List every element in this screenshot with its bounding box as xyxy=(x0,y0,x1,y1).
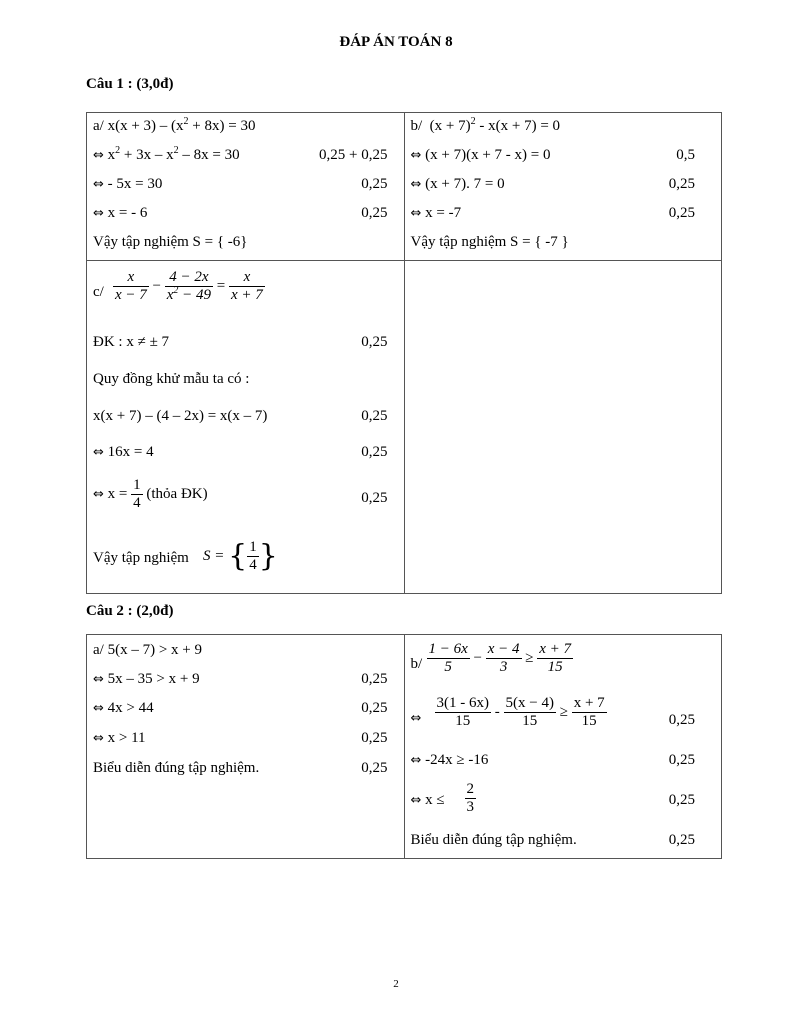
q2-part-b-cell: b/ $\frac{1 - 6x}{5}$ − $\frac{x - 4}{3}$ ≥ $\frac{x + 7}{15}$ ⇔ $\frac{3(1 - 6x)}{15}$ - $\frac{5(x - 4)}{15}$ ≥ $\frac{x + 7}{15}$ 0,25 ⇔ -24x ≥ -16 0,25 ⇔ x ≤ $\frac{2}{3}$ 0,25 Biểu diễn đúng tập nghiệm. 0,25 xyxy=(404,635,722,859)
equivalence-icon: ⇔ xyxy=(410,711,422,726)
score: 0,25 xyxy=(361,205,388,221)
equivalence-icon: ⇔ xyxy=(93,148,104,163)
q1c-equation: c/ $\frac{x}{x - 7}$ − $\frac{4 - 2x}{x^2 - 49}$ = $\frac{x}{x + 7}$ xyxy=(93,269,263,303)
q2b-line-4: ⇔ x ≤ $\frac{2}{3}$ 0,25 xyxy=(410,781,695,815)
equivalence-icon: ⇔ xyxy=(410,753,422,768)
score: 0,25 xyxy=(361,671,388,687)
equivalence-icon: ⇔ xyxy=(93,206,104,221)
score: 0,25 xyxy=(668,712,695,728)
q1-part-b-cell: b/ $(x + 7)^2 - x(x + 7) = 0$ ⇔ (x + 7)(x + 7 - x) = 0 0,5 ⇔ (x + 7). 7 = 0 0,25 ⇔ x = -7 0,25 Vậy tập nghiệm S = { -7 } xyxy=(404,113,722,261)
score: 0,5 xyxy=(676,147,695,163)
q2b-line-2: ⇔ $\frac{3(1 - 6x)}{15}$ - $\frac{5(x - 4)}{15}$ ≥ $\frac{x + 7}{15}$ 0,25 xyxy=(410,695,695,729)
q1-empty-cell xyxy=(404,261,722,594)
score: 0,25 xyxy=(668,752,695,768)
equivalence-icon: ⇔ xyxy=(410,148,422,163)
question-1-heading: Câu 1 : (3,0đ) xyxy=(86,76,174,92)
score: 0,25 xyxy=(361,334,388,350)
score: 0,25 xyxy=(361,730,388,746)
score: 0,25 xyxy=(361,490,388,506)
equivalence-icon: ⇔ xyxy=(410,206,422,221)
equivalence-icon: ⇔ xyxy=(93,672,104,687)
q1-part-a-cell: a/ $x(x + 3) - (x^2 + 8x) = 30$ ⇔ $x^2 + 3x - x^2 - 8x = 30$ 0,25 + 0,25 ⇔ - 5x = 30 0,25 ⇔ x = - 6 0,25 Vậy tập nghiệm S = { -6} xyxy=(87,113,405,261)
q2-part-a-cell: a/ 5(x – 7) > x + 9 ⇔ 5x – 35 > x + 9 0,25 ⇔ 4x > 44 0,25 ⇔ x > 11 0,25 Biểu diễn đúng tập nghiệm. 0,25 xyxy=(87,635,405,859)
equivalence-icon: ⇔ xyxy=(93,445,104,460)
q1c-conclusion: Vậy tập nghiệm S = { $\frac{1}{4}$ } xyxy=(93,538,278,574)
equivalence-icon: ⇔ xyxy=(93,731,104,746)
score: 0,25 xyxy=(668,832,695,848)
question-2-heading: Câu 2 : (2,0đ) xyxy=(86,603,174,619)
equivalence-icon: ⇔ xyxy=(410,177,422,192)
score: 0,25 xyxy=(361,444,388,460)
score: 0,25 xyxy=(361,408,388,424)
score: 0,25 xyxy=(361,760,388,776)
equivalence-icon: ⇔ xyxy=(93,486,104,502)
score: 0,25 xyxy=(361,176,388,192)
question-2-table xyxy=(86,634,722,859)
score: 0,25 + 0,25 xyxy=(319,147,388,163)
equivalence-icon: ⇔ xyxy=(93,701,104,716)
equivalence-icon: ⇔ xyxy=(410,793,422,808)
score: 0,25 xyxy=(668,792,695,808)
q1c-eq3: ⇔ x = $\frac{1}{4}$ (thỏa ĐK) 0,25 xyxy=(93,477,388,511)
page-number: 2 xyxy=(393,978,399,990)
score: 0,25 xyxy=(668,176,695,192)
q1-part-c-cell: c/ $\frac{x}{x - 7}$ − $\frac{4 - 2x}{x^2 - 49}$ = $\frac{x}{x + 7}$ ĐK : x ≠ ± 7 0,25 Quy đồng khử mẫu ta có : x(x + 7) – (4 – 2x) = x(x – 7) 0,25 ⇔ 16x = 4 0,25 ⇔ x = $\frac{1}{4}$ (thỏa ĐK) 0,25 Vậy tập nghiệm S = { $\frac{1}{4}$ } xyxy=(87,261,405,594)
equivalence-icon: ⇔ xyxy=(93,177,104,192)
q2b-line-1: b/ $\frac{1 - 6x}{5}$ − $\frac{x - 4}{3}$ ≥ $\frac{x + 7}{15}$ xyxy=(410,641,572,675)
question-1-table xyxy=(86,112,722,594)
page-title: ĐÁP ÁN TOÁN 8 xyxy=(339,34,453,50)
score: 0,25 xyxy=(668,205,695,221)
score: 0,25 xyxy=(361,700,388,716)
